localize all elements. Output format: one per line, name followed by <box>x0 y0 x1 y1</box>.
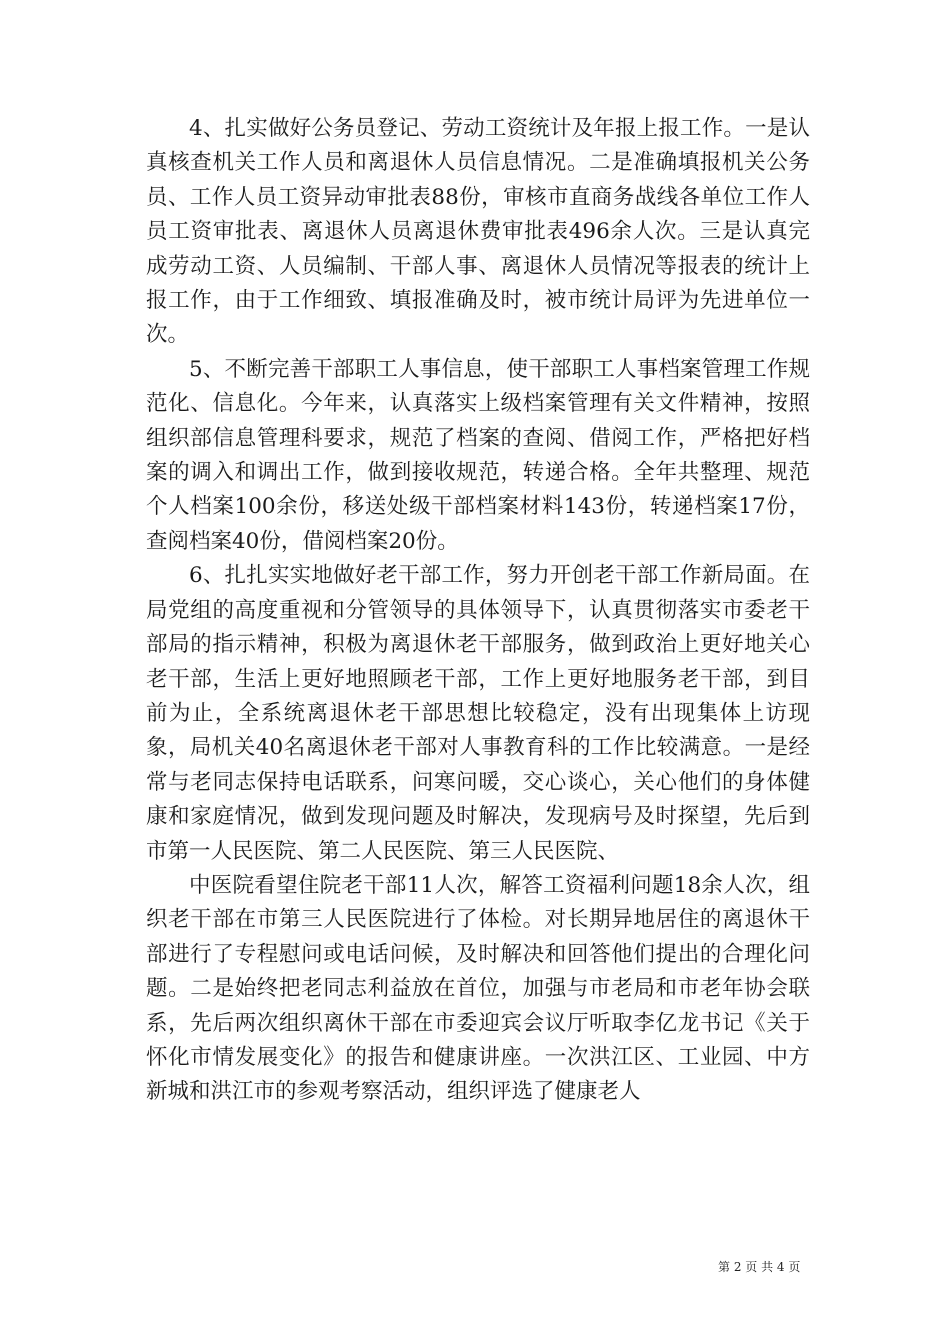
paragraph-item-6: 6、扎扎实实地做好老干部工作，努力开创老干部工作新局面。在局党组的高度重视和分管领导的具体领导下，认真贯彻落实市委老干部局的指示精神，积极为离退休老干部服务，做到政治上更好地关心老干部，生活上更好地照顾老干部，工作上更好地服务老干部，到目前为止，全系统离退休老干部思想比较稳定，没有出现集体上访现象，局机关40名离退休老干部对人事教育科的工作比较满意。一是经常与老同志保持电话联系，问寒问暖，交心谈心，关心他们的身体健康和家庭情况，做到发现问题及时解决，发现病号及时探望，先后到市第一人民医院、第二人民医院、第三人民医院、 <box>146 563 810 864</box>
document-body <box>146 112 810 1110</box>
page-number-label: 第 2 页 共 4 页 <box>718 1260 801 1274</box>
paragraph-item-4: 4、扎实做好公务员登记、劳动工资统计及年报上报工作。一是认真核查机关工作人员和离退休人员信息情况。二是准确填报机关公务员、工作人员工资异动审批表88份，审核市直商务战线各单位工作人员工资审批表、离退休人员离退休费审批表496余人次。三是认真完成劳动工资、人员编制、干部人事、离退休人员情况等报表的统计上报工作，由于工作细致、填报准确及时，被市统计局评为先进单位一次。 <box>146 116 810 348</box>
paragraph-item-5: 5、不断完善干部职工人事信息，使干部职工人事档案管理工作规范化、信息化。今年来，认真落实上级档案管理有关文件精神，按照组织部信息管理科要求，规范了档案的查阅、借阅工作，严格把好档案的调入和调出工作，做到接收规范，转递合格。全年共整理、规范个人档案100余份，移送处级干部档案材料143份，转递档案17份，查阅档案40份，借阅档案20份。 <box>146 356 810 554</box>
page-footer <box>0 1258 950 1278</box>
paragraph-continuation: 中医院看望住院老干部11人次，解答工资福利问题18余人次，组织老干部在市第三人民医院进行了体检。对长期异地居住的离退休干部进行了专程慰问或电话问候，及时解决和回答他们提出的合理化问题。二是始终把老同志利益放在首位，加强与市老局和市老年协会联系，先后两次组织离休干部在市委迎宾会议厅听取李亿龙书记《关于怀化市情发展变化》的报告和健康讲座。一次洪江区、工业园、中方新城和洪江市的参观考察活动，组织评选了健康老人 <box>146 872 810 1105</box>
